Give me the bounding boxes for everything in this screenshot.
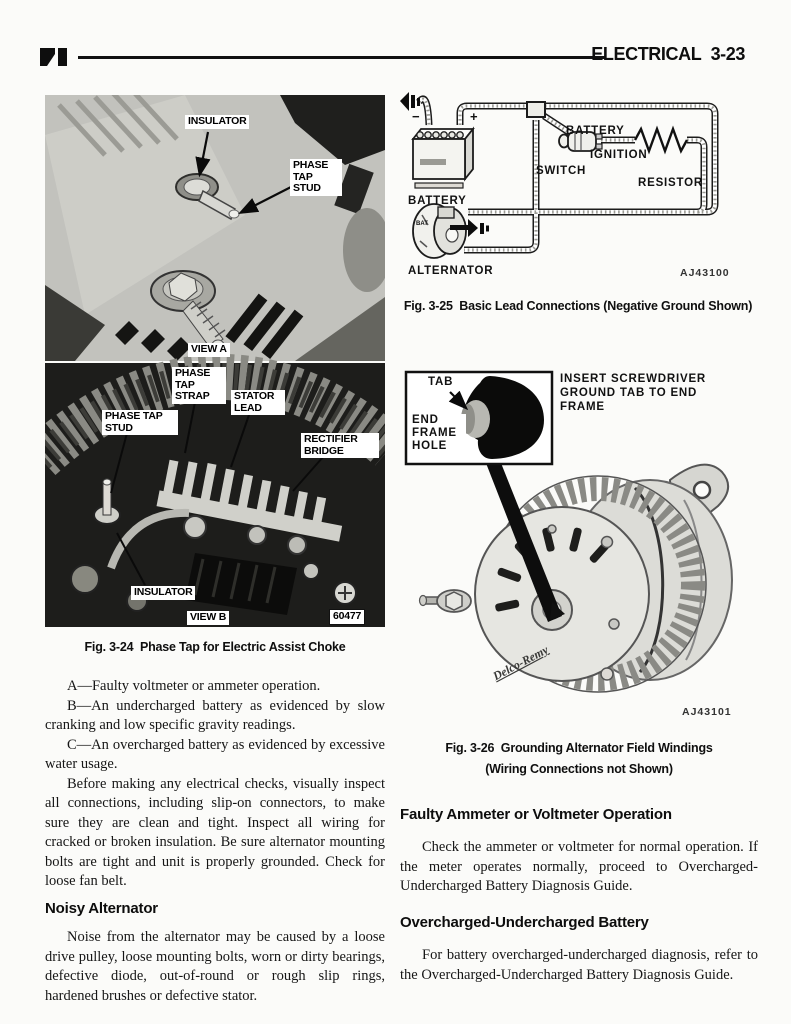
brand-stamp: Delco-Remy xyxy=(490,642,551,684)
junction-connector xyxy=(527,102,545,117)
battery-icon xyxy=(413,129,473,188)
fig-3-24 xyxy=(45,95,385,627)
fig-3-26-caption-line1: Fig. 3-26 Grounding Alternator Field Windings xyxy=(445,741,713,755)
para-overcharged-battery-block xyxy=(400,946,758,985)
fig-3-25-diagram xyxy=(398,73,758,291)
item-b: B—An undercharged battery as evidenced by slow cranking and low specific gravity readings. xyxy=(45,697,385,733)
label-end-frame-hole: END FRAME HOLE xyxy=(412,414,466,453)
corner-mark-icon xyxy=(40,48,70,67)
label-phase-tap-strap: PHASE TAP STRAP xyxy=(172,367,226,404)
resistor-icon xyxy=(635,129,687,151)
fig-3-26-code: AJ43101 xyxy=(682,706,732,718)
pulley-graphic xyxy=(420,590,472,612)
alternator-bat-terminal-label: BAT xyxy=(416,221,428,227)
label-plus: + xyxy=(470,109,479,124)
photo-code-badge: 60477 xyxy=(329,609,365,625)
heading-noisy-alternator: Noisy Alternator xyxy=(45,900,158,917)
label-battery-wire: BATTERY xyxy=(566,125,625,137)
label-view-a: VIEW A xyxy=(188,343,230,357)
fig-3-25-caption: Fig. 3-25 Basic Lead Connections (Negative Ground Shown) xyxy=(403,299,753,313)
photo-view-a xyxy=(45,95,385,361)
label-view-b: VIEW B xyxy=(187,611,229,625)
label-tab: TAB xyxy=(428,376,454,388)
header-rule xyxy=(78,56,606,59)
label-insulator-b: INSULATOR xyxy=(131,586,195,600)
label-insulator-a: INSULATOR xyxy=(185,115,249,129)
fig-3-26-caption-line2: (Wiring Connections not Shown) xyxy=(485,762,673,776)
para-electrical-checks: Before making any electrical checks, visually inspect all connections, including slip-on connectors, to make sure they are clean and tight. Inspect all wiring for cracked or broken insulation. Be sure alternator mounting bolts are tight and unit is properly grounded. Check for loose fan belt. xyxy=(45,775,385,889)
item-c: C—An overcharged battery as evidenced by excessive water usage. xyxy=(45,736,385,772)
fig-3-26 xyxy=(402,362,758,732)
diagnosis-list-block xyxy=(45,677,385,892)
para-overcharged-battery: For battery overcharged-undercharged diagnosis, refer to the Overcharged-Undercharged Battery Diagnosis Guide. xyxy=(400,947,758,983)
fig-3-24-caption: Fig. 3-24 Phase Tap for Electric Assist Choke xyxy=(84,640,346,654)
fig-3-25 xyxy=(398,73,758,291)
label-phase-tap-stud-a: PHASE TAP STUD xyxy=(290,159,342,196)
fig-3-25-code: AJ43100 xyxy=(680,267,730,279)
page-title: ELECTRICAL 3-23 xyxy=(591,44,745,64)
label-stator-lead: STATOR LEAD xyxy=(231,390,285,415)
alternator-icon xyxy=(413,204,466,258)
label-phase-tap-stud-b: PHASE TAP STUD xyxy=(102,410,178,435)
label-battery-unit: BATTERY xyxy=(408,195,467,207)
para-noisy-alternator-block xyxy=(45,928,385,1006)
label-minus: − xyxy=(412,109,421,124)
para-faulty-ammeter: Check the ammeter or voltmeter for normal operation. If the meter operates normally, proceed to Overcharged-Undercharged Battery Diagnosis Guide. xyxy=(400,839,758,894)
heading-overcharged-battery: Overcharged-Undercharged Battery xyxy=(400,914,649,931)
para-noisy-alternator: Noise from the alternator may be caused by a loose drive pulley, loose mounting bolts, worn or dirty bearings, defective diode, out-of-round or rough slip rings, hardened brushes or defective stator. xyxy=(45,929,385,1004)
item-a: A—Faulty voltmeter or ammeter operation. xyxy=(67,678,321,694)
label-alternator: ALTERNATOR xyxy=(408,265,494,277)
label-rectifier-bridge: RECTIFIER BRIDGE xyxy=(301,433,379,458)
heading-faulty-ammeter: Faulty Ammeter or Voltmeter Operation xyxy=(400,806,672,823)
label-switch: SWITCH xyxy=(536,165,587,177)
label-ignition: IGNITION xyxy=(590,149,648,161)
label-insert-screwdriver: INSERT SCREWDRIVER GROUND TAB TO END FRAME xyxy=(560,373,707,413)
para-faulty-ammeter-block xyxy=(400,838,758,897)
label-resistor: RESISTOR xyxy=(638,177,703,189)
